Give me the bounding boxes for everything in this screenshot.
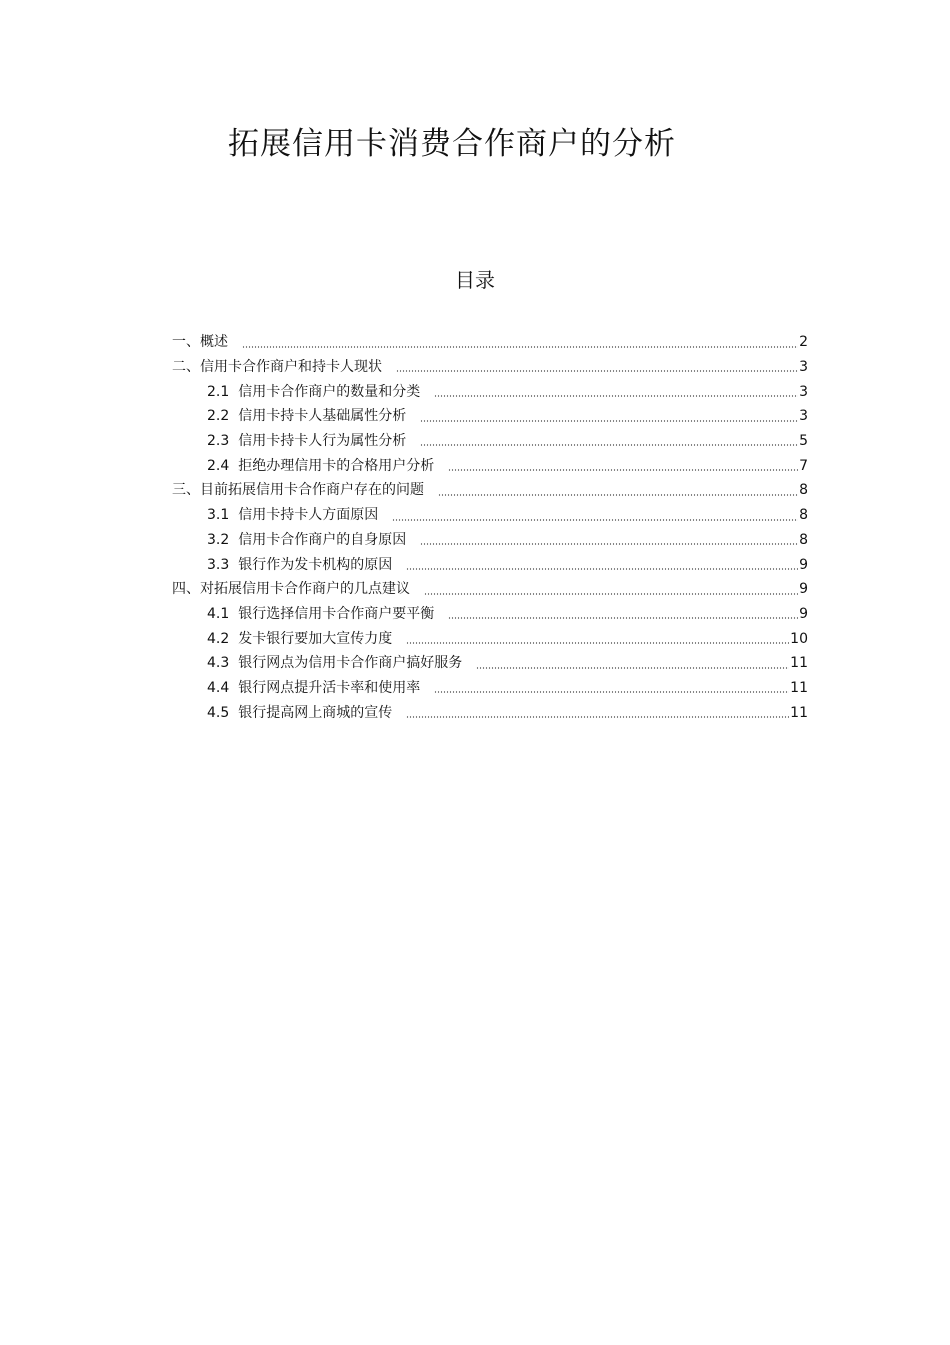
- toc-page-number: 9: [799, 605, 808, 622]
- toc-page-number: 8: [799, 482, 808, 499]
- toc-page-number: 8: [799, 507, 808, 524]
- toc-entry-title: 信用卡持卡人行为属性分析: [238, 433, 407, 450]
- toc-dot-leader: [448, 617, 798, 619]
- toc-entry-number: 3.2: [207, 531, 230, 548]
- toc-entry-number: 4.4: [207, 679, 230, 696]
- toc-dot-leader: [392, 519, 798, 521]
- toc-entry-title: 四、对拓展信用卡合作商户的几点建议: [172, 581, 410, 598]
- toc-entry-title: 信用卡持卡人基础属性分析: [238, 408, 407, 425]
- toc-entry[interactable]: [172, 330, 808, 355]
- toc-dot-leader: [476, 667, 789, 669]
- toc-entry[interactable]: [172, 651, 808, 676]
- toc-entry[interactable]: [172, 676, 808, 701]
- toc-entry-number: 3.1: [207, 507, 230, 524]
- toc-entry-number: 3.3: [207, 556, 230, 573]
- toc-entry[interactable]: [172, 453, 808, 478]
- toc-page-number: 2: [799, 334, 808, 351]
- toc-dot-leader: [434, 691, 789, 693]
- toc-entry-number: 2.3: [207, 433, 230, 450]
- table-of-contents: [172, 330, 808, 725]
- toc-entry[interactable]: [172, 577, 808, 602]
- toc-page-number: 9: [799, 581, 808, 598]
- toc-entry-number: 2.2: [207, 408, 230, 425]
- toc-entry-title: 银行选择信用卡合作商户要平衡: [238, 605, 435, 622]
- toc-entry-title: 三、目前拓展信用卡合作商户存在的问题: [172, 482, 424, 499]
- toc-dot-leader: [420, 420, 798, 422]
- toc-dot-leader: [438, 494, 798, 496]
- toc-entry[interactable]: [172, 602, 808, 627]
- toc-entry-title: 信用卡合作商户的数量和分类: [238, 383, 421, 400]
- toc-entry[interactable]: [172, 355, 808, 380]
- toc-dot-leader: [396, 370, 798, 372]
- toc-entry-number: 4.1: [207, 605, 230, 622]
- toc-page-number: 10: [790, 630, 808, 647]
- toc-page-number: 3: [799, 408, 808, 425]
- toc-entry[interactable]: [172, 700, 808, 725]
- toc-entry-number: 4.3: [207, 655, 230, 672]
- toc-entry[interactable]: [172, 503, 808, 528]
- toc-entry-title: 拒绝办理信用卡的合格用户分析: [238, 457, 435, 474]
- toc-entry[interactable]: [172, 528, 808, 553]
- toc-page-number: 8: [799, 531, 808, 548]
- toc-dot-leader: [406, 568, 798, 570]
- toc-entry-number: 2.1: [207, 383, 230, 400]
- toc-page-number: 11: [790, 679, 808, 696]
- toc-page-number: 7: [799, 457, 808, 474]
- toc-entry-title: 信用卡持卡人方面原因: [238, 507, 379, 524]
- toc-entry-title: 发卡银行要加大宣传力度: [238, 630, 393, 647]
- toc-entry-title: 银行提高网上商城的宣传: [238, 704, 393, 721]
- toc-entry-title: 银行网点提升活卡率和使用率: [238, 679, 421, 696]
- toc-entry[interactable]: [172, 478, 808, 503]
- toc-heading: 目录: [455, 268, 495, 292]
- toc-page-number: 11: [790, 704, 808, 721]
- toc-entry-title: 信用卡合作商户的自身原因: [238, 531, 407, 548]
- toc-entry-number: 2.4: [207, 457, 230, 474]
- toc-dot-leader: [434, 395, 798, 397]
- toc-page-number: 9: [799, 556, 808, 573]
- toc-entry[interactable]: [172, 552, 808, 577]
- toc-entry-number: 4.2: [207, 630, 230, 647]
- toc-page-number: 11: [790, 655, 808, 672]
- toc-dot-leader: [406, 642, 789, 644]
- toc-dot-leader: [406, 716, 789, 718]
- toc-entry[interactable]: [172, 626, 808, 651]
- toc-dot-leader: [448, 469, 798, 471]
- toc-page-number: 5: [799, 433, 808, 450]
- toc-entry-title: 银行网点为信用卡合作商户搞好服务: [238, 655, 463, 672]
- document-title: 拓展信用卡消费合作商户的分析: [228, 126, 676, 162]
- toc-page-number: 3: [799, 359, 808, 376]
- toc-entry[interactable]: [172, 429, 808, 454]
- toc-entry-title: 银行作为发卡机构的原因: [238, 556, 393, 573]
- toc-dot-leader: [424, 593, 798, 595]
- toc-page-number: 3: [799, 383, 808, 400]
- toc-dot-leader: [242, 346, 798, 348]
- toc-dot-leader: [420, 543, 798, 545]
- toc-entry[interactable]: [172, 404, 808, 429]
- toc-entry-title: 一、概述: [172, 334, 228, 351]
- toc-entry-title: 二、信用卡合作商户和持卡人现状: [172, 359, 382, 376]
- toc-entry-number: 4.5: [207, 704, 230, 721]
- toc-entry[interactable]: [172, 379, 808, 404]
- toc-dot-leader: [420, 444, 798, 446]
